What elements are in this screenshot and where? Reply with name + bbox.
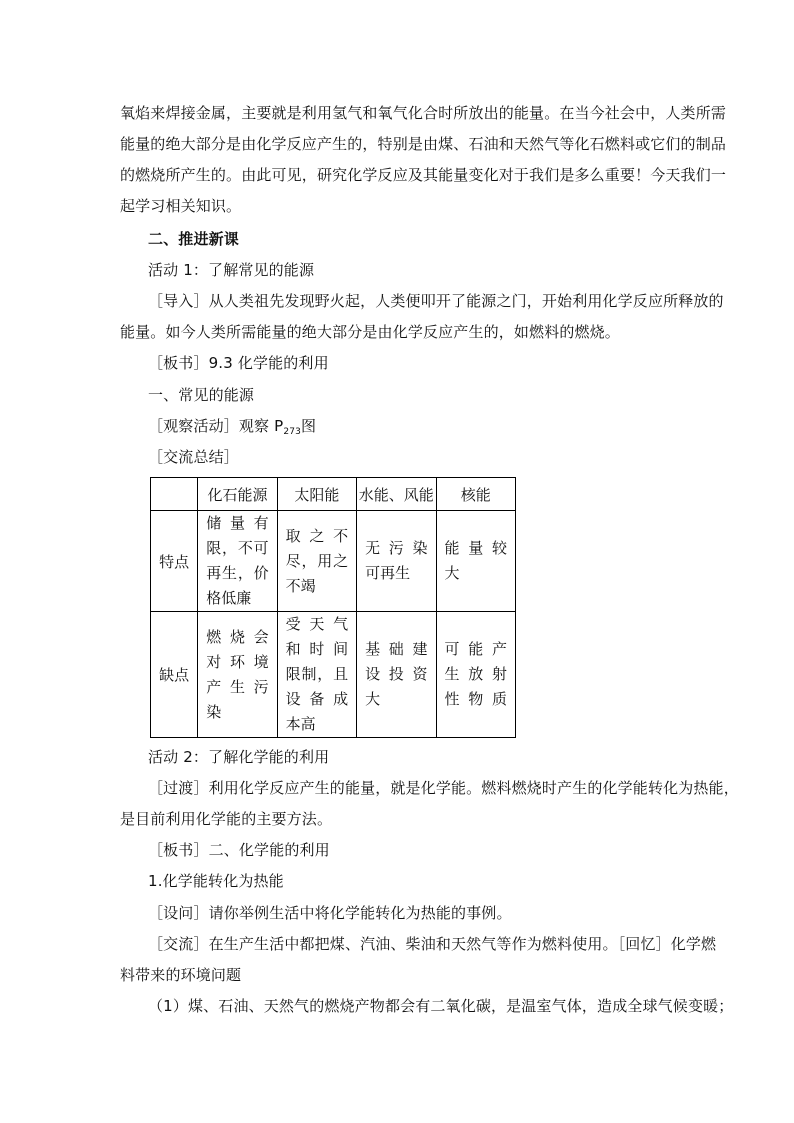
board-note-2: ［板书］二、化学能的利用 bbox=[148, 841, 330, 859]
cell-line: 产生污 bbox=[206, 677, 269, 696]
table-cell bbox=[357, 511, 436, 612]
table-cell bbox=[436, 511, 515, 612]
cell-line: 大 bbox=[444, 564, 460, 582]
cell-line: 取之不 bbox=[285, 526, 349, 545]
cell-line: 限制，且 bbox=[285, 665, 349, 683]
table-header-cell: 水能、风能 bbox=[357, 478, 436, 511]
activity-2-heading: 活动 2：了解化学能的利用 bbox=[148, 748, 330, 766]
table-header-row bbox=[151, 478, 516, 511]
paragraph-line: 的燃烧所产生的。由此可见，研究化学反应及其能量变化对于我们是多么重要！今天我们一 bbox=[120, 166, 727, 184]
cell-line: 性物质 bbox=[444, 690, 507, 708]
cell-line: 燃烧会 bbox=[206, 627, 269, 646]
cell-line: 限，不可 bbox=[206, 539, 269, 557]
table-header-cell: 太阳能 bbox=[277, 478, 356, 511]
cell-line: 生放射 bbox=[444, 665, 507, 683]
table-cell bbox=[277, 612, 356, 738]
cell-line: 能量较 bbox=[444, 539, 507, 557]
cell-line: 格低廉 bbox=[206, 589, 252, 607]
cell-line: 对环境 bbox=[206, 652, 269, 671]
row-label: 特点 bbox=[151, 511, 198, 612]
subheading-2: 1.化学能转化为热能 bbox=[148, 872, 284, 890]
cell-line: 设备成 bbox=[285, 690, 349, 708]
section-heading: 二、推进新课 bbox=[148, 230, 239, 248]
subheading-1: 一、常见的能源 bbox=[148, 386, 255, 404]
intro-line: ［导入］从人类祖先发现野火起，人类便叩开了能源之门，开始利用化学反应所释放的 bbox=[148, 292, 724, 310]
paragraph-line: 起学习相关知识。 bbox=[120, 197, 242, 215]
page-number-subscript: 273 bbox=[283, 427, 301, 437]
cell-line: 设投资 bbox=[365, 665, 428, 683]
cell-line: 基础建 bbox=[365, 640, 428, 658]
observe-activity bbox=[148, 415, 316, 443]
cell-line: 可再生 bbox=[365, 564, 411, 582]
cell-line: 染 bbox=[206, 702, 222, 721]
cell-line: 不竭 bbox=[285, 576, 316, 595]
list-item-1: （1）煤、石油、天然气的燃烧产物都会有二氧化碳，是温室气体，造成全球气候变暖； bbox=[148, 997, 734, 1015]
observe-suffix: 图 bbox=[300, 417, 317, 435]
table-cell bbox=[277, 511, 356, 612]
table-cell bbox=[357, 612, 436, 738]
cell-line: 和时间 bbox=[285, 640, 349, 658]
table-header-cell: 核能 bbox=[436, 478, 515, 511]
transition-line: ［过渡］利用化学反应产生的能量，就是化学能。燃料燃烧时产生的化学能转化为热能， bbox=[148, 779, 739, 797]
table-cell bbox=[198, 612, 277, 738]
table-header-cell: 化石能源 bbox=[198, 478, 277, 511]
observe-prefix: ［观察活动］观察 P bbox=[148, 417, 284, 435]
cell-line: 再生，价 bbox=[206, 564, 269, 582]
exchange-line: 料带来的环境问题 bbox=[120, 966, 242, 984]
activity-1-heading: 活动 1：了解常见的能源 bbox=[148, 261, 315, 279]
question-line: ［设问］请你举例生活中将化学能转化为热能的事例。 bbox=[148, 904, 512, 922]
cell-line: 大 bbox=[365, 690, 381, 708]
table-row-drawbacks bbox=[151, 612, 516, 738]
cell-line: 储量有 bbox=[206, 514, 269, 532]
board-note-1: ［板书］9.3 化学能的利用 bbox=[148, 354, 329, 372]
table-cell bbox=[198, 511, 277, 612]
exchange-line: ［交流］在生产生活中都把煤、汽油、柴油和天然气等作为燃料使用。［回忆］化学燃 bbox=[148, 935, 717, 953]
cell-line: 无污染 bbox=[365, 539, 428, 557]
table-header-cell bbox=[151, 478, 198, 511]
cell-line: 受天气 bbox=[285, 615, 349, 633]
paragraph-line: 能量的绝大部分是由化学反应产生的，特别是由煤、石油和天然气等化石燃料或它们的制品 bbox=[120, 135, 727, 153]
transition-line: 是目前利用化学能的主要方法。 bbox=[120, 810, 333, 828]
cell-line: 本高 bbox=[285, 715, 316, 733]
table-row-features bbox=[151, 511, 516, 612]
energy-comparison-table bbox=[150, 477, 516, 738]
row-label: 缺点 bbox=[151, 612, 198, 738]
table-cell bbox=[436, 612, 515, 738]
intro-line: 能量。如今人类所需能量的绝大部分是由化学反应产生的，如燃料的燃烧。 bbox=[120, 323, 620, 341]
exchange-summary: ［交流总结］ bbox=[148, 448, 239, 466]
paragraph-line: 氧焰来焊接金属，主要就是利用氢气和氧气化合时所放出的能量。在当今社会中，人类所需 bbox=[120, 104, 727, 122]
cell-line: 尽，用之 bbox=[285, 551, 349, 570]
cell-line: 可能产 bbox=[444, 640, 507, 658]
